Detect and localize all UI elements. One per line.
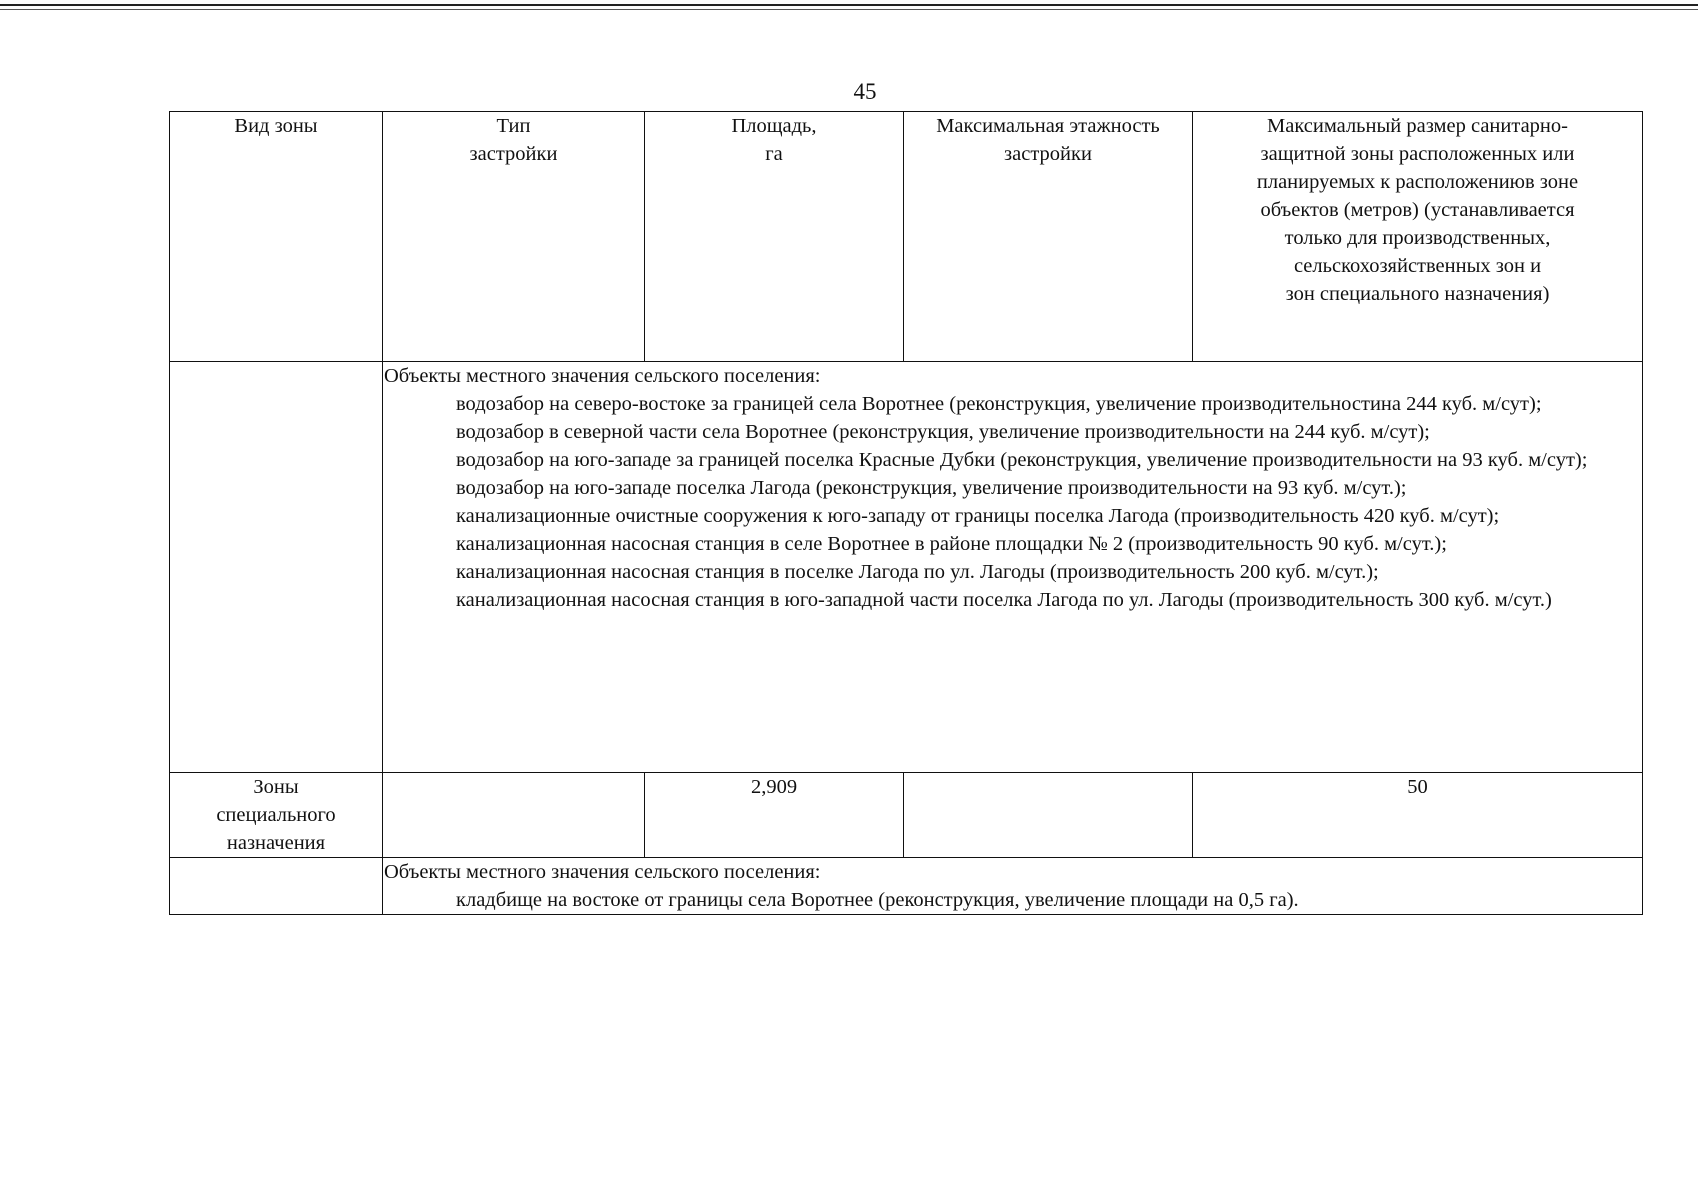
zone-type-cell: Зоны специального назначения <box>170 773 383 858</box>
zones-table <box>169 111 1643 915</box>
max-floors-cell <box>904 773 1193 858</box>
list-item: канализационная насосная станция в селе Воротнее в районе площадки № 2 (производительность 90 куб. м/сут.); <box>456 533 1447 555</box>
list-item: водозабор на юго-западе поселка Лагода (реконструкция, увеличение производительности на 93 куб. м/сут.); <box>456 477 1407 499</box>
list-item: канализационная насосная станция в поселке Лагода по ул. Лагоды (производительность 200 куб. м/сут.); <box>456 561 1379 583</box>
top-border-line-thin <box>0 9 1698 10</box>
list-item: водозабор в северной части села Воротнее (реконструкция, увеличение производительности на 244 куб. м/сут); <box>456 421 1430 443</box>
objects-heading: Объекты местного значения сельского поселения: <box>384 861 821 883</box>
top-border-line <box>0 4 1698 6</box>
sanitary-zone-value: 50 <box>1193 773 1643 858</box>
objects-list <box>384 390 1642 614</box>
list-item: канализационные очистные сооружения к юго-западу от границы поселка Лагода (производительность 420 куб. м/сут); <box>456 505 1500 527</box>
objects-cell-2 <box>383 858 1643 915</box>
list-item: водозабор на северо-востоке за границей села Воротнее (реконструкция, увеличение производительностина 244 куб. м/сут); <box>456 393 1542 415</box>
list-item: кладбище на востоке от границы села Воротнее (реконструкция, увеличение площади на 0,5 га). <box>456 889 1299 911</box>
table-row-objects-1 <box>170 362 1643 773</box>
building-type-cell <box>383 773 645 858</box>
area-value: 2,909 <box>645 773 904 858</box>
objects-heading: Объекты местного значения сельского поселения: <box>384 365 821 387</box>
header-area: Площадь, га <box>645 112 904 362</box>
objects-cell-1 <box>383 362 1643 773</box>
header-zone-type: Вид зоны <box>170 112 383 362</box>
list-item: водозабор на юго-западе за границей поселка Красные Дубки (реконструкция, увеличение производительности на 93 куб. м/сут); <box>456 449 1588 471</box>
page-number: 45 <box>853 79 877 104</box>
table-row-objects-2 <box>170 858 1643 915</box>
header-max-floors: Максимальная этажность застройки <box>904 112 1193 362</box>
table-row-special-zones <box>170 773 1643 858</box>
header-building-type: Тип застройки <box>383 112 645 362</box>
empty-zone-cell <box>170 858 383 915</box>
empty-zone-cell <box>170 362 383 773</box>
table-header-row <box>170 112 1643 362</box>
list-item: канализационная насосная станция в юго-западной части поселка Лагода по ул. Лагоды (производительность 300 куб. м/сут.) <box>456 589 1552 611</box>
header-sanitary-zone: Максимальный размер санитарно- защитной зоны расположенных или планируемых к расположениюв зоне объектов (метров) (устанавливается только для производственных, сельскохозяйственных зон и зон специального назначения) <box>1193 112 1643 362</box>
